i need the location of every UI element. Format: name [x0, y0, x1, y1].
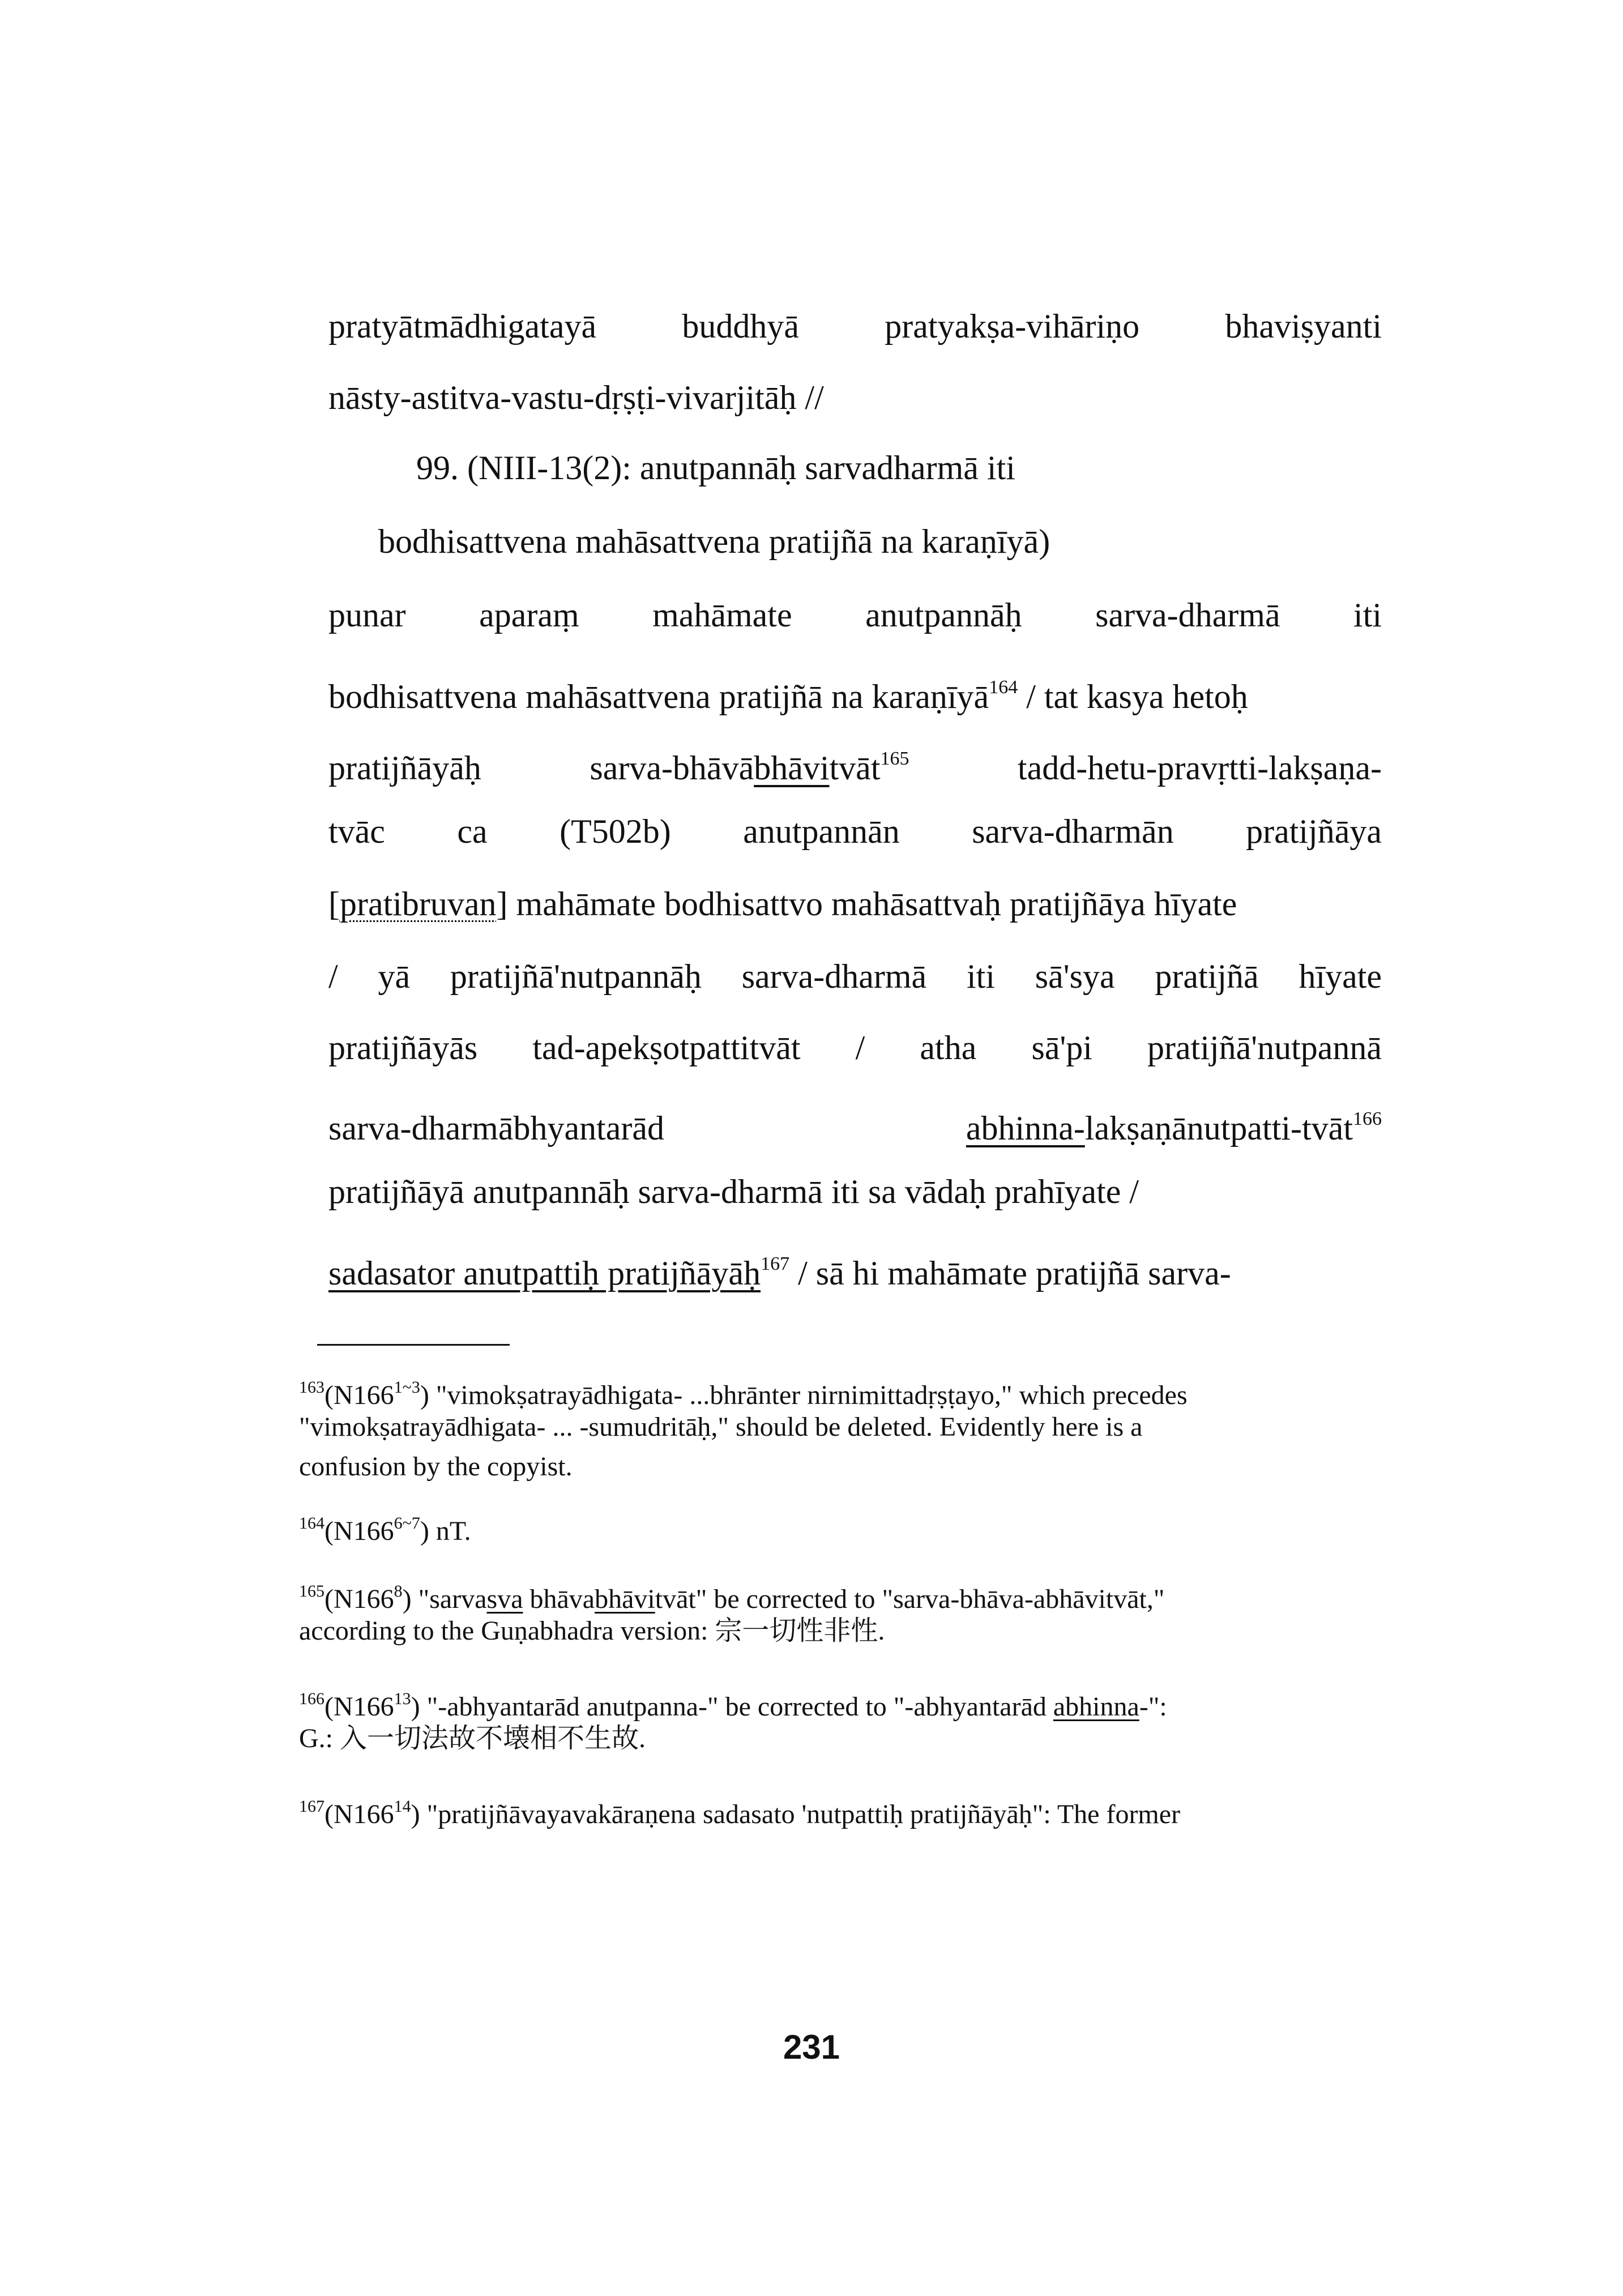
footnote-ref: (N166 [324, 1584, 394, 1614]
section-heading-line-2 [378, 521, 1382, 562]
footnote-text: according to the Guṇabhadra version: 宗一切性非性. [299, 1616, 885, 1646]
line-text: / tat kasya hetoḥ [1018, 678, 1248, 715]
word: ca [457, 813, 488, 850]
text-line-12 [328, 1099, 1382, 1149]
text-line-1 [328, 306, 1382, 347]
word-with-underline [590, 749, 909, 787]
footnote-text: G.: 入一切法故不壊相不生故. [299, 1723, 646, 1753]
footnote-163-line-2 [299, 1410, 1382, 1444]
underlined-text: abhinna- [966, 1109, 1085, 1147]
word: pratijñāyās [328, 1029, 478, 1066]
underlined-text: sva [486, 1584, 523, 1614]
text-line-14 [328, 1244, 1382, 1294]
footnote-165-line-2 [299, 1614, 1382, 1648]
footnote-number: 163 [299, 1378, 324, 1397]
text-line-9 [328, 884, 1382, 924]
word: anutpannāḥ [865, 596, 1022, 634]
footnote-ref-167: 167 [761, 1253, 790, 1274]
footnote-text: ) nT. [420, 1516, 471, 1546]
footnote-ref-sup: 6~7 [394, 1514, 420, 1533]
word: / [328, 958, 338, 995]
word: bhaviṣyanti [1225, 308, 1382, 345]
footnote-number: 166 [299, 1689, 324, 1708]
footnote-ref-sup: 8 [394, 1582, 403, 1601]
footnote-ref-sup: 1~3 [394, 1378, 420, 1397]
footnote-number: 167 [299, 1797, 324, 1816]
word: / [855, 1029, 865, 1066]
footnote-text: ) "-abhyantarād anutpanna-" be corrected to "-abhyantarād [411, 1692, 1053, 1722]
text-line-2 [328, 377, 1382, 418]
footnote-ref: (N166 [324, 1799, 394, 1829]
underlined-text: bhāvi [595, 1584, 655, 1614]
word: yā [378, 958, 411, 995]
section-heading-line-1 [416, 447, 1382, 488]
word: sarva-dharmā [741, 958, 927, 995]
dotted-underlined-text: pratibruvan [339, 885, 497, 923]
word: sā'sya [1035, 958, 1115, 995]
footnote-166-line-2 [299, 1722, 1382, 1756]
word: iti [966, 958, 995, 995]
footnote-number: 164 [299, 1514, 324, 1533]
text-line-10 [328, 956, 1382, 997]
section-heading: bodhisattvena mahāsattvena pratijñā na karaṇīyā) [378, 523, 1050, 560]
page-number: 231 [783, 2028, 840, 2066]
footnote-165-line-1 [299, 1574, 1382, 1616]
word: iti [1353, 596, 1382, 634]
footnote-text: bhāva [523, 1584, 595, 1614]
line-text: ] mahāmate bodhisattvo mahāsattvaḥ pratijñāya hīyate [496, 885, 1237, 923]
footnote-163-line-1 [299, 1371, 1382, 1412]
line-text: bodhisattvena mahāsattvena pratijñā na karaṇīyā [328, 678, 989, 715]
word-part: lakṣaṇānutpatti-tvāt [1084, 1109, 1353, 1147]
line-text: / sā hi mahāmate pratijñā sarva- [789, 1254, 1231, 1292]
footnote-166-line-1 [299, 1682, 1382, 1724]
text-line-8 [328, 811, 1382, 852]
footnote-text: tvāt" be corrected to "sarva-bhāva-abhāvitvāt," [655, 1584, 1165, 1614]
footnote-ref: (N166 [324, 1692, 394, 1722]
footnote-text: ) "sarva [402, 1584, 487, 1614]
footnote-text: confusion by the copyist. [299, 1452, 573, 1482]
word: tadd-hetu-pravṛtti-lakṣaṇa- [1017, 749, 1382, 787]
footnote-ref-164: 164 [989, 677, 1018, 698]
word: hīyate [1299, 958, 1382, 995]
word: pratijñā'nutpannāḥ [450, 958, 702, 995]
footnote-ref: (N166 [324, 1380, 394, 1410]
word: tvāc [328, 813, 385, 850]
line-text: pratijñāyā anutpannāḥ sarva-dharmā iti sa vādaḥ prahīyate / [328, 1173, 1139, 1210]
line-text: nāsty-astitva-vastu-dṛṣṭi-vivarjitāḥ // [328, 379, 824, 416]
word: sarva-dharmā [1095, 596, 1280, 634]
word: pratyakṣa-vihāriṇo [885, 308, 1140, 345]
text-line-6 [328, 667, 1382, 717]
footnote-ref-165: 165 [880, 748, 909, 769]
footnote-164 [299, 1507, 1382, 1548]
word: punar [328, 596, 406, 634]
word: sarva-dharmābhyantarād [328, 1109, 665, 1147]
footnote-163-line-3 [299, 1450, 1382, 1484]
footnote-text: ) "vimokṣatrayādhigata- ...bhrānter nirnimittadṛṣṭayo," which precedes [420, 1380, 1188, 1410]
word: sā'pi [1031, 1029, 1092, 1066]
footnote-ref: (N166 [324, 1516, 394, 1546]
word-part: tvāt [829, 749, 881, 787]
footnote-number: 165 [299, 1582, 324, 1601]
word: sarva-dharmān [972, 813, 1174, 850]
word: aparaṃ [479, 596, 579, 634]
word: pratijñā'nutpannā [1147, 1029, 1382, 1066]
footnote-text: "vimokṣatrayādhigata- ... -sumudritāḥ," should be deleted. Evidently here is a [299, 1412, 1143, 1442]
underlined-text: bhāvi [754, 749, 830, 787]
text-line-11 [328, 1027, 1382, 1068]
footnote-ref-166: 166 [1353, 1108, 1382, 1129]
footnote-ref-sup: 14 [394, 1797, 411, 1816]
word: (T502b) [559, 813, 671, 850]
word: buddhyā [682, 308, 800, 345]
footnote-167 [299, 1790, 1382, 1832]
word-with-underline [966, 1109, 1382, 1147]
footnote-text: -": [1139, 1692, 1167, 1722]
underlined-text: sadasator anutpattiḥ pratijñāyāḥ [328, 1254, 761, 1292]
text-line-13 [328, 1171, 1382, 1212]
word: pratijñāya [1246, 813, 1382, 850]
underlined-text: abhinna [1053, 1692, 1139, 1722]
footnote-ref-sup: 13 [394, 1689, 411, 1708]
word: pratyātmādhigatayā [328, 308, 597, 345]
word: pratijñāyāḥ [328, 749, 481, 787]
section-heading: 99. (NIII-13(2): anutpannāḥ sarvadharmā iti [416, 449, 1015, 486]
word-part: sarva-bhāvā [590, 749, 754, 787]
word: tad-apekṣotpattitvāt [532, 1029, 801, 1066]
word: anutpannān [743, 813, 900, 850]
word: mahāmate [652, 596, 792, 634]
text-line-7 [328, 739, 1382, 788]
word: atha [920, 1029, 977, 1066]
footnote-separator [317, 1344, 510, 1346]
word: pratijñā [1155, 958, 1259, 995]
bracket: [ [328, 885, 340, 923]
footnote-text: ) "pratijñāvayavakāraṇena sadasato 'nutpattiḥ pratijñāyāḥ": The former [411, 1799, 1181, 1829]
text-line-5 [328, 595, 1382, 635]
